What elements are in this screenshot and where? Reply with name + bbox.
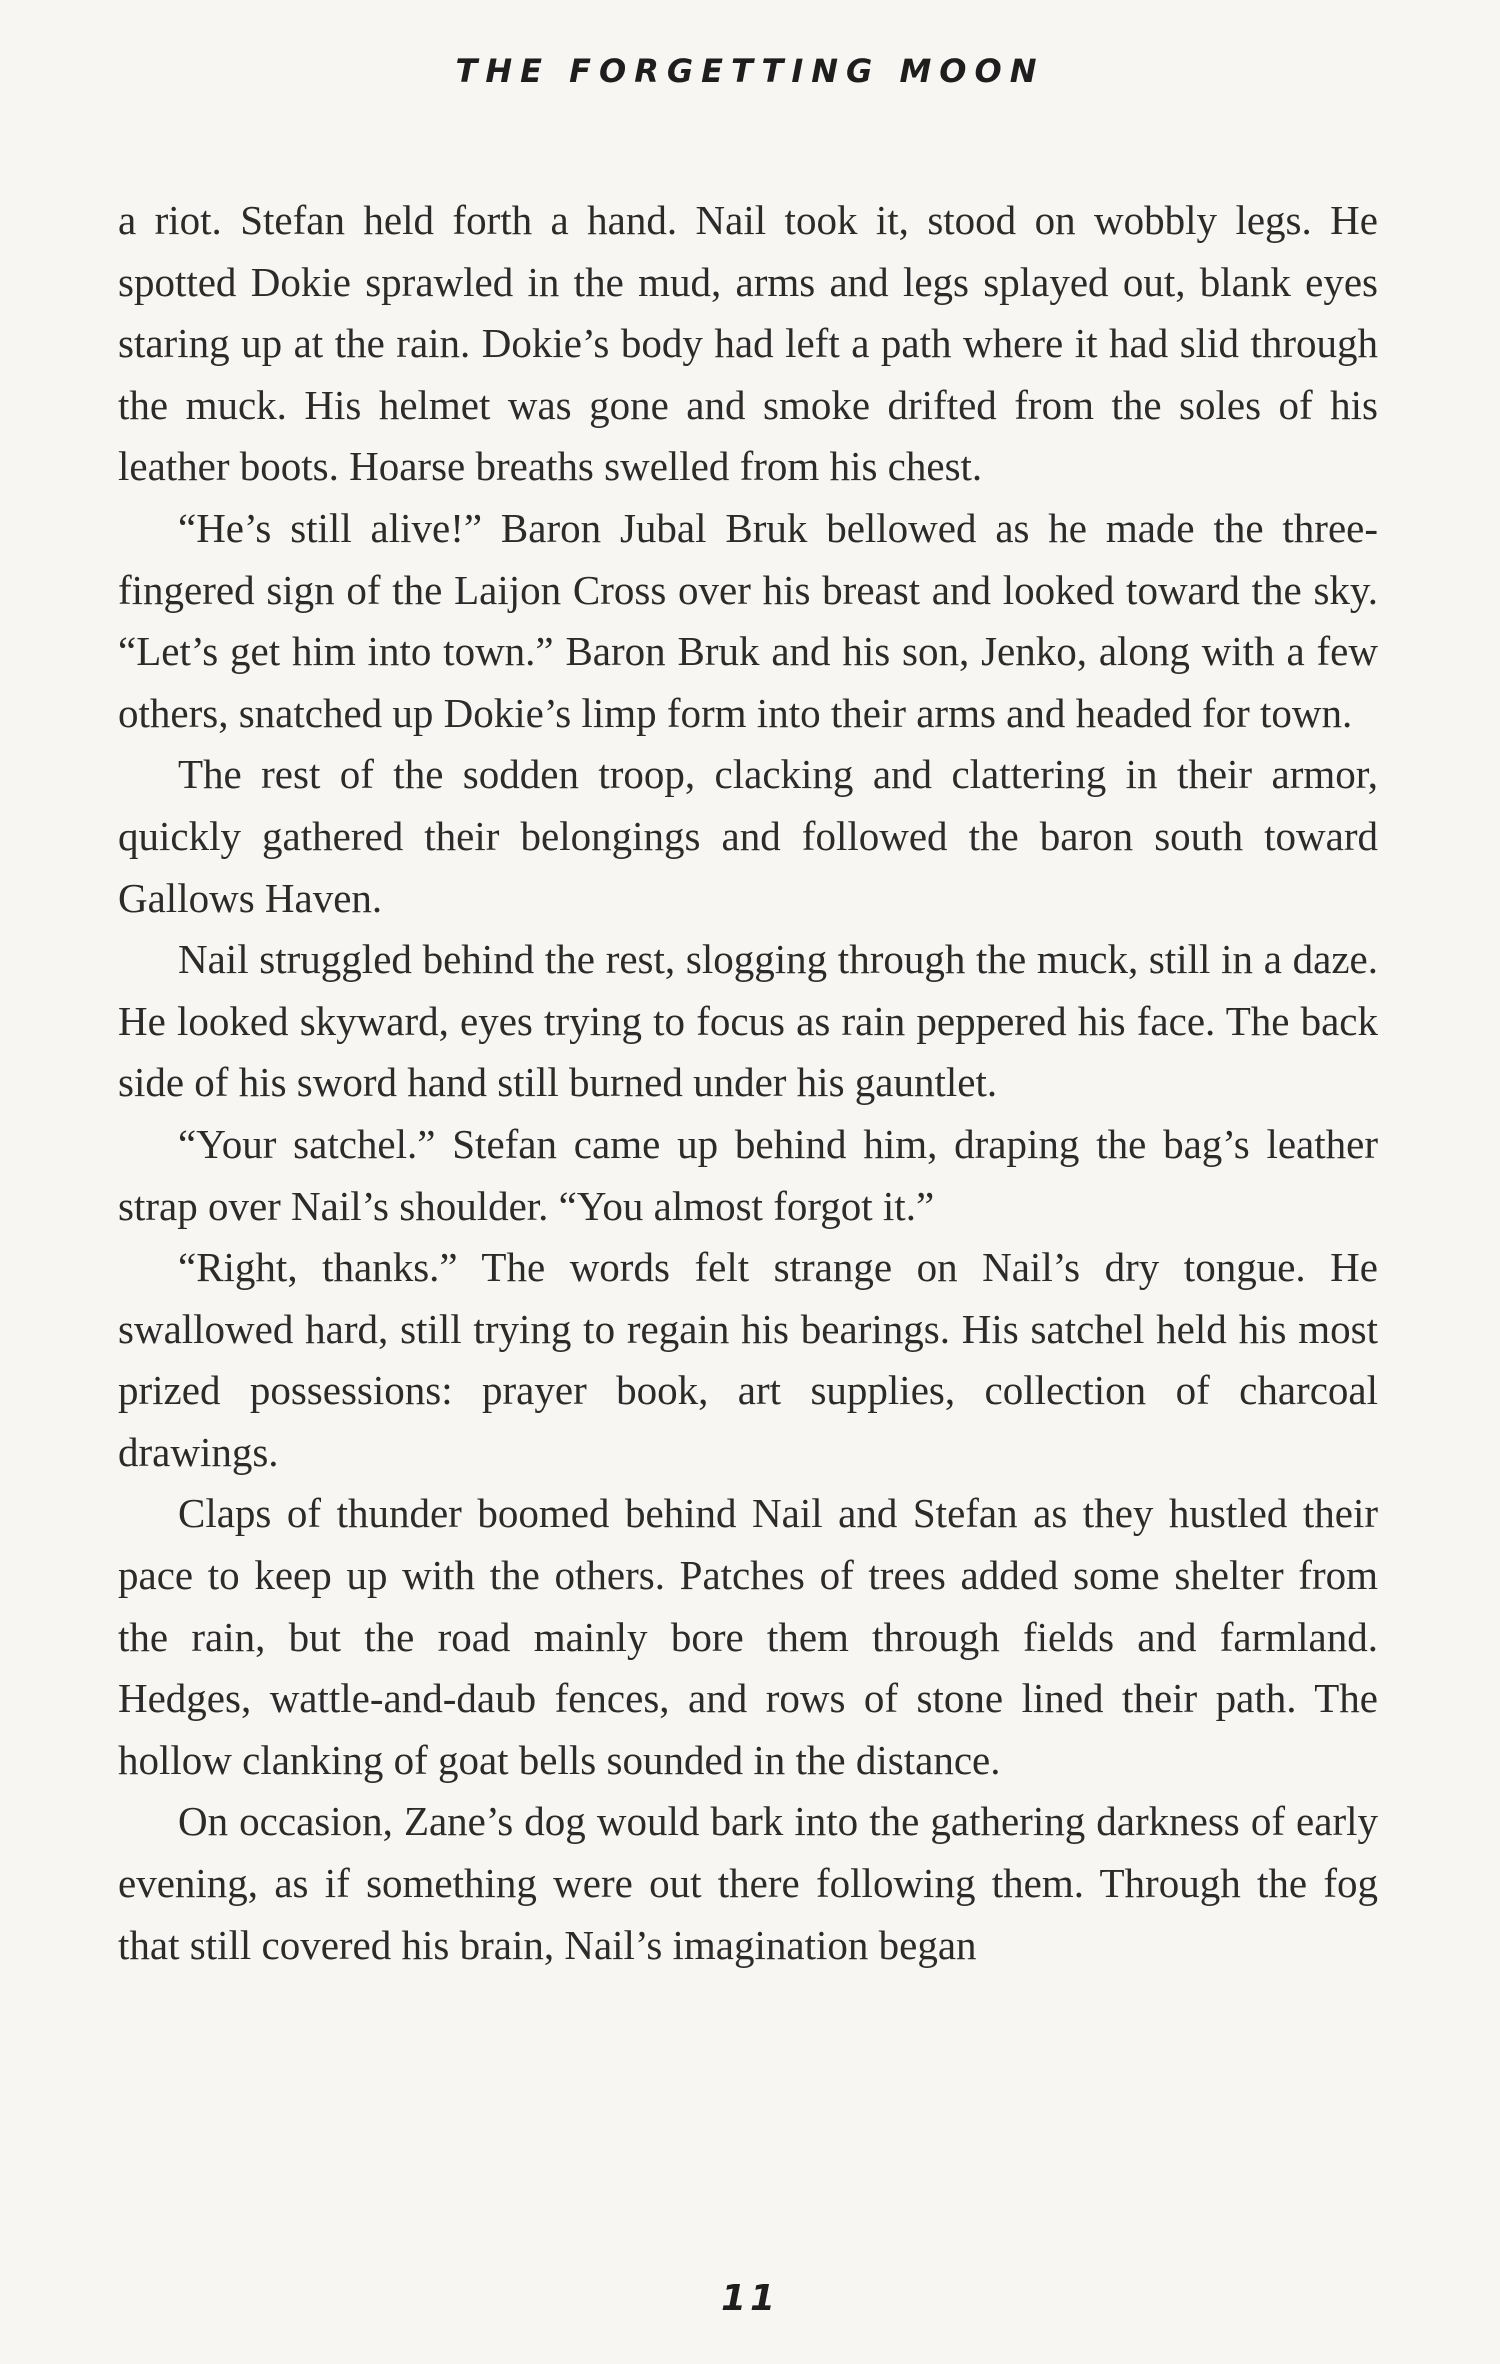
paragraph-5: “Your satchel.” Stefan came up behind him, draping the bag’s leather strap over Nail’s shoulder. “You almost forgot it.” xyxy=(118,1120,1378,1229)
body-text xyxy=(118,190,1378,1976)
paragraph-4: Nail struggled behind the rest, slogging through the muck, still in a daze. He looked skyward, eyes trying to focus as rain peppered his face. The back side of his sword hand still burned under his gauntlet. xyxy=(118,936,1378,1106)
paragraph-2: “He’s still alive!” Baron Jubal Bruk bellowed as he made the three-fingered sign of the Laijon Cross over his breast and looked toward the sky. “Let’s get him into town.” Baron Bruk and his son, Jenko, along with a few others, snatched up Dokie’s limp form into their arms and headed for town. xyxy=(118,504,1378,736)
paragraph-7: Claps of thunder boomed behind Nail and Stefan as they hustled their pace to keep up with the others. Patches of trees added some shelter from the rain, but the road mainly bore them through fields and farmland. Hedges, wattle-and-daub fences, and rows of stone lined their path. The hollow clanking of goat bells sounded in the distance. xyxy=(118,1490,1378,1783)
paragraph-8: On occasion, Zane’s dog would bark into the gathering darkness of early evening, as if something were out there following them. Through the fog that still covered his brain, Nail’s imagination began xyxy=(118,1798,1378,1968)
paragraph-1: a riot. Stefan held forth a hand. Nail took it, stood on wobbly legs. He spotted Dokie sprawled in the mud, arms and legs splayed out, blank eyes staring up at the rain. Dokie’s body had left a path where it had slid through the muck. His helmet was gone and smoke drifted from the soles of his leather boots. Hoarse breaths swelled from his chest. xyxy=(118,197,1378,490)
paragraph-3: The rest of the sodden troop, clacking and clattering in their armor, quickly gathered their belongings and followed the baron south toward Gallows Haven. xyxy=(118,751,1378,921)
paragraph-6: “Right, thanks.” The words felt strange on Nail’s dry tongue. He swallowed hard, still trying to regain his bearings. His satchel held his most prized possessions: prayer book, art supplies, collection of charcoal drawings. xyxy=(118,1244,1378,1475)
running-head-title: THE FORGETTING MOON xyxy=(455,52,1045,90)
page-number: 11 xyxy=(720,2278,780,2319)
